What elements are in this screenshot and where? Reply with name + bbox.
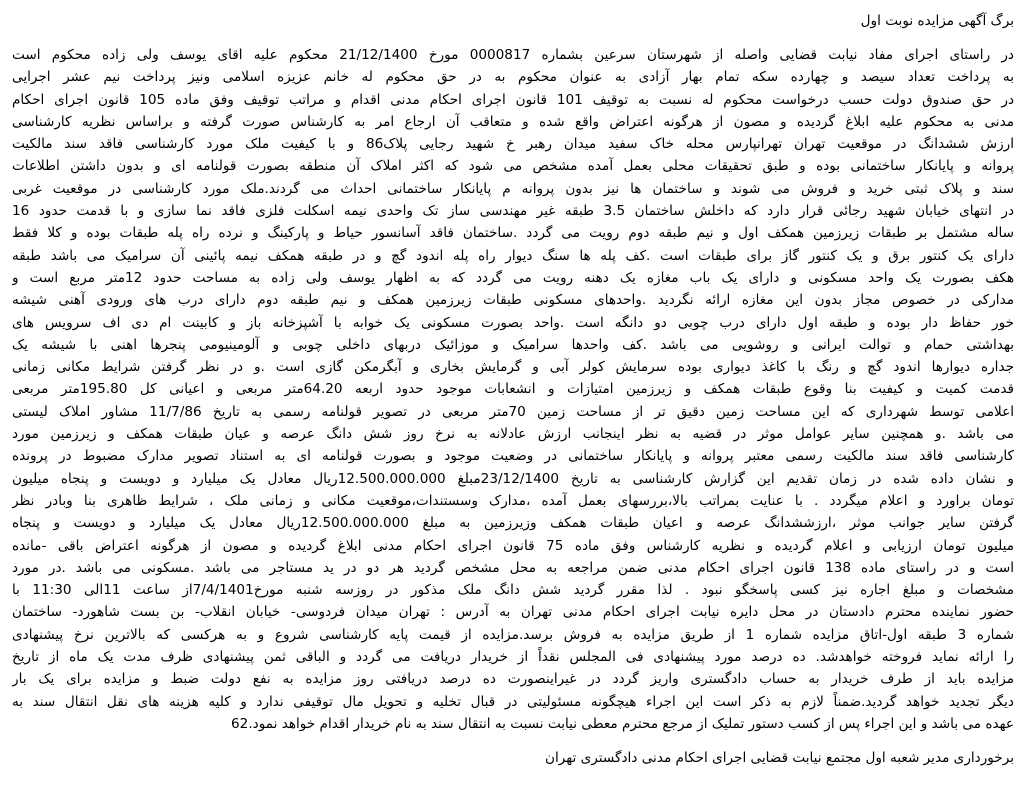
body-line: شماره 3 طبقه اول-اتاق مزایده شماره 1 از طریق مزایده به فروش برسد.مزایده از قیمت پایه کارشناسی شروع و به هرکسی که بالاترین نرخ پیشنهادی xyxy=(12,626,1014,643)
body-line: در انتهای خیابان شهید رجائی قرار دارد که داخلش ساختمان 3.5 طبقه غیر مهندسی ساز تک واحدی نیمه اسکلت فلزی فاقد نما سازی و با قدمت حدود 16 xyxy=(12,203,1014,220)
body-line: مزایده باید از طرف خریدار به حساب دادگستری واریز گردد در غیراینصورت ده درصد دریافتی روز مزایده به نفع دولت ضبط و مزایده برای یک بار xyxy=(12,671,1014,688)
body-line: به پرداخت تعداد سیصد و چهارده سکه تمام بهار آزادی به عنوان محکوم به در حق محکوم له خانم عزیزه اسلامی ونیز پرداخت نیم عشر اجرایی xyxy=(12,69,1014,86)
notice-body xyxy=(12,44,1014,735)
body-line: مشخصات و مبلغ اجاره نیز کسی پاسخگو نبود . لذا مقرر گردید شش دانگ ملک مذکور در روزسه شنبه مورخ7/4/1401از ساعت 11الی 11:30 با xyxy=(12,582,1014,599)
body-line: قدمت کمیت و کیفیت بنا وقوع طبقات همکف و زیرزمین امتیازات و انشعابات موجود حدود اربعه 64.20متر مربعی و اعیانی کل 195.80متر مربعی xyxy=(12,381,1014,398)
body-line: مدنی به محکوم علیه ابلاغ گردیده و مصون از هرگونه اعتراض واقع شده و متعاقب آن ارجاع امر به کارشناس صورت گرفته و براساس نظریه کارشناسی xyxy=(12,113,1014,130)
body-line: خور حفاظ دار بوده و طبقه اول دارای درب چوبی دو دانگه است .واحد بصورت مسکونی یک خوابه با آشپزخانه باز و کابینت ام دی اف سرویس های xyxy=(12,314,1014,331)
body-line: دیگر تجدید خواهد گردید.ضمناً لازم به ذکر است این اجراء هیچگونه مسئولیتی در قبال تخلیه و تحویل مال توقیفی ندارد و کلیه هزینه های نقل انتقال سند به xyxy=(12,693,1014,710)
body-line: دارای یک کنتور برق و یک کنتور گاز برای طبقات است .کف پله ها سنگ دیوار راه پله اندود گچ و در طبقه همکف نیمه پائینی آن سرامیک می باشد طبقه xyxy=(12,247,1014,264)
body-line: میلیون تومان ارزیابی و اعلام گردیده و نظریه کارشناس وفق ماده 75 قانون اجرای احکام مدنی ابلاغ گردیده و مصون از هرگونه اعتراض باقی -مانده xyxy=(12,537,1014,554)
body-line: حضور نماینده محترم دادستان در محل دایره نیابت اجرای احکام مدنی تهران به آدرس : تهران میدان فردوسی- خیابان انقلاب- بن بست شاهورد- ساختمان xyxy=(12,604,1014,621)
body-line: بهداشتی حمام و توالت ایرانی و روشویی می باشد .کف واحدها سرامیک و موزائیک دربهای داخلی چوبی و آلومینیومی پنجرها اهنی با شیشه یک xyxy=(12,336,1014,353)
body-line: در حق صندوق دولت حسب درخواست محکوم له نسبت به توقیف 101 قانون اجرای احکام مدنی اقدام و مراتب توقیف وفق ماده 105 قانون اجرای احکام xyxy=(12,91,1014,108)
body-line: اعلامی توسط شهرداری که این مساحت زمین دقیق تر از مساحت زمین 70متر مربعی در تصویر قولنامه رسمی به تاریخ 11/7/86 مشاور املاک لیستی xyxy=(12,403,1014,420)
body-line: سند و پلاک ثبتی خرید و فروش می شوند و ساختمان ها نیز بدون پروانه م پایانکار ساختمانی احداث می گردند.ملک مورد کارشناسی در موقعیت غربی xyxy=(12,180,1014,197)
body-line: هکف بصورت یک واحد مسکونی و دارای یک باب مغازه یک دهنه رویت می گردد که به اظهار یوسف ولی زاده به مساحت حدود 12متر مربع است و xyxy=(12,269,1014,286)
body-line: و نشان داده شده در زمان تقدیم این گزارش کارشناسی به تاریخ 23/12/1400مبلغ 12.500.000.000ریال معادل یک میلیارد و دویست و پنجاه میلیون xyxy=(12,470,1014,487)
body-line: ارزش ششدانگ در موقعیت تهران تهرانپارس محله خاک سفید میدان رهبر خ شهید رجایی پلاک86 و با کیفیت ملک مورد کارشناسی فاقد سند مالکیت xyxy=(12,136,1014,153)
body-line: می باشد .و همچنین سایر عوامل موثر در قضیه به نظر اینجانب ارزش عادلانه به نرخ روز شش دانگ عرصه و عیان طبقات همکف و زیرزمین مورد xyxy=(12,426,1014,443)
body-line: ساله مشتمل بر طبقات زیرزمین همکف اول و نیم طبقه دوم رویت می گردد .ساختمان فاقد آسانسور حیاط و پارکینگ و نرده راه پله طبقات بوده و کلا فقط xyxy=(12,225,1014,242)
notice-signature: برخورداری مدیر شعبه اول مجتمع نیابت قضایی اجرای احکام مدنی دادگستری تهران xyxy=(545,750,1014,767)
body-line: در راستای اجرای مفاد نیابت قضایی واصله از شهرستان سرعین بشماره 0000817 مورخ 21/12/1400 محکوم علیه اقای یوسف ولی زاده محکوم است xyxy=(12,47,1014,63)
body-line: است و در راستای ماده 138 قانون اجرای احکام مدنی ضمن مراجعه به محل مشخص گردید هر دو در ید مستاجر می باشد .مسکونی می باشد .در مورد xyxy=(12,559,1014,576)
notice-title: برگ آگهی مزایده نوبت اول xyxy=(860,13,1014,29)
body-line: تومان براورد و اعلام میگردد . با عنایت بمراتب بالا،بررسهای بعمل آمده ،مدارک وسستندات،موقعیت مکانی و زمانی ملک ، شرایط ظاهری بنا وبادر نظر xyxy=(12,492,1014,509)
body-line: را ارائه نماید فروخته خواهدشد. ده درصد مورد پیشنهادی فی المجلس نقداً از خریدار دریافت می گردد و الباقی ثمن پیشنهادی ظرف مدت یک ماه از تاریخ xyxy=(12,649,1014,666)
body-line: مدارکی در خصوص مجاز بدون این مغازه ارائه نگردید .واحدهای مسکونی طبقات زیرزمین همکف و نیم طبقه دوم دارای درب های ورودی آهنی شیشه xyxy=(12,292,1014,309)
body-line: گرفتن سایر جوانب موثر ،ارزششدانگ عرصه و اعیان طبقات همکف وزیرزمین به مبلغ 12.500.000.000ریال معادل یک میلیارد و دویست و پنجاه xyxy=(12,515,1014,532)
body-line: کارشناسی فاقد سند مالکیت رسمی معتبر پروانه و پایانکار ساختمانی در وضعیت موجود و بصورت قولنامه ای به استناد تصویر مدارک مضبوط در پرونده xyxy=(12,448,1014,465)
body-line: عهده می باشد و این اجراء پس از کسب دستور تملیک از مرجع محترم معطی نیابت نسبت به انتقال سند به نام خریدار اقدام خواهد نمود.62 xyxy=(231,715,1014,732)
body-line: جداره دیوارها اندود گچ و رنگ با کاغذ دیواری بوده سرمایش کولر آبی و گرمایش بخاری و آبگرمکن گازی است .و در نظر گرفتن شرایط مکانی زمانی xyxy=(12,359,1014,376)
body-line: پروانه و پایانکار ساختمانی بوده و طبق تحقیقات محلی بعمل آمده مشخص می شود که اکثر املاک آن منطقه بصورت قولنامه ای و بدون داشتن اطلاعات xyxy=(12,158,1014,175)
